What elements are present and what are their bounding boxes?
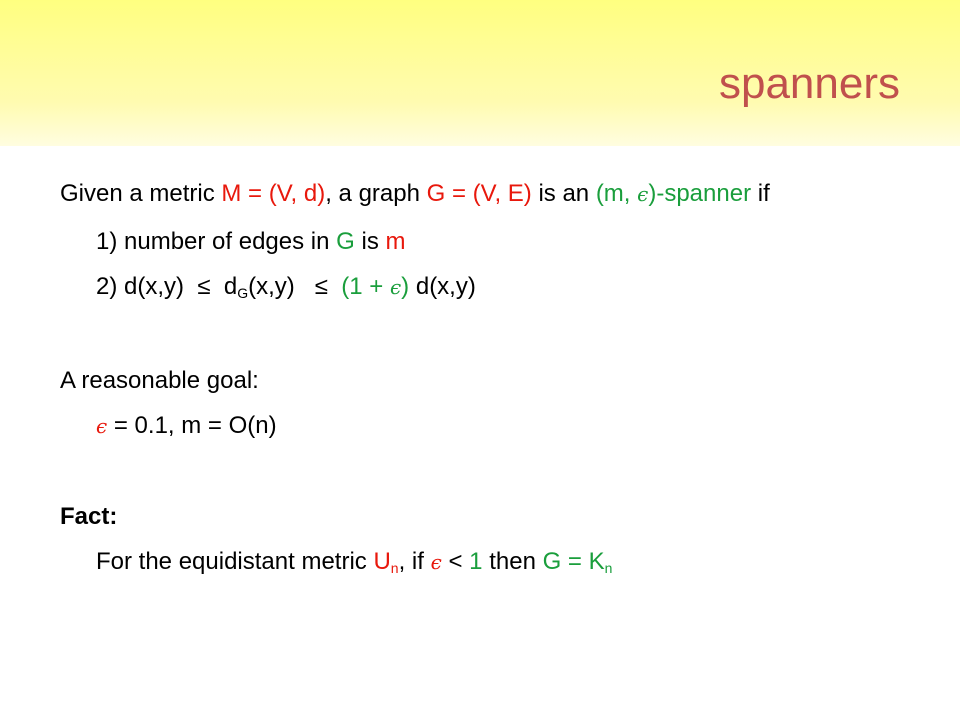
complete-graph <box>543 548 613 575</box>
graph-symbol: G <box>336 228 355 255</box>
text: 2) d(x,y) ≤ d <box>96 273 238 300</box>
stretch-bound <box>341 273 409 300</box>
subscript-n: n <box>390 560 399 576</box>
goal-heading: A reasonable goal: <box>60 367 259 394</box>
spanner-term <box>596 180 751 207</box>
condition-2 <box>96 275 476 299</box>
one-value: 1 <box>469 548 483 575</box>
text: U <box>373 548 391 575</box>
text: (x,y) ≤ <box>248 273 342 300</box>
metric-text: M = (V, d) <box>221 180 326 207</box>
text: G = K <box>542 548 605 575</box>
definition-line <box>60 182 770 206</box>
text: )-spanner <box>648 180 752 207</box>
text: For the equidistant metric <box>96 548 374 575</box>
epsilon-symbol: ϵ <box>430 550 442 574</box>
subscript-n: n <box>604 560 613 576</box>
text: is an <box>531 180 596 207</box>
fact-statement <box>96 550 612 574</box>
text: < <box>441 548 470 575</box>
epsilon-symbol: ϵ <box>637 182 649 206</box>
text: then <box>482 548 543 575</box>
metric-symbol <box>373 548 398 575</box>
m-symbol: m <box>385 228 406 255</box>
text: if <box>751 180 770 207</box>
text: (1 + <box>341 273 390 300</box>
text: d(x,y) <box>409 273 476 300</box>
fact-heading: Fact: <box>60 503 118 530</box>
condition-1 <box>96 230 405 254</box>
text: ) <box>401 273 410 300</box>
text: 1) number of edges in <box>96 228 337 255</box>
text: is <box>354 228 386 255</box>
subscript-g: G <box>237 285 249 301</box>
slide-title: spanners <box>718 59 900 108</box>
epsilon-symbol: ϵ <box>389 275 402 299</box>
text: , a graph <box>325 180 427 207</box>
text: Given a metric <box>60 180 222 207</box>
text: = 0.1, m = O(n) <box>107 412 277 439</box>
epsilon-symbol: ϵ <box>96 414 108 438</box>
text: , if <box>398 548 431 575</box>
text: (m, <box>595 180 638 207</box>
graph-text: G = (V, E) <box>426 180 532 207</box>
goal-statement <box>96 414 277 438</box>
